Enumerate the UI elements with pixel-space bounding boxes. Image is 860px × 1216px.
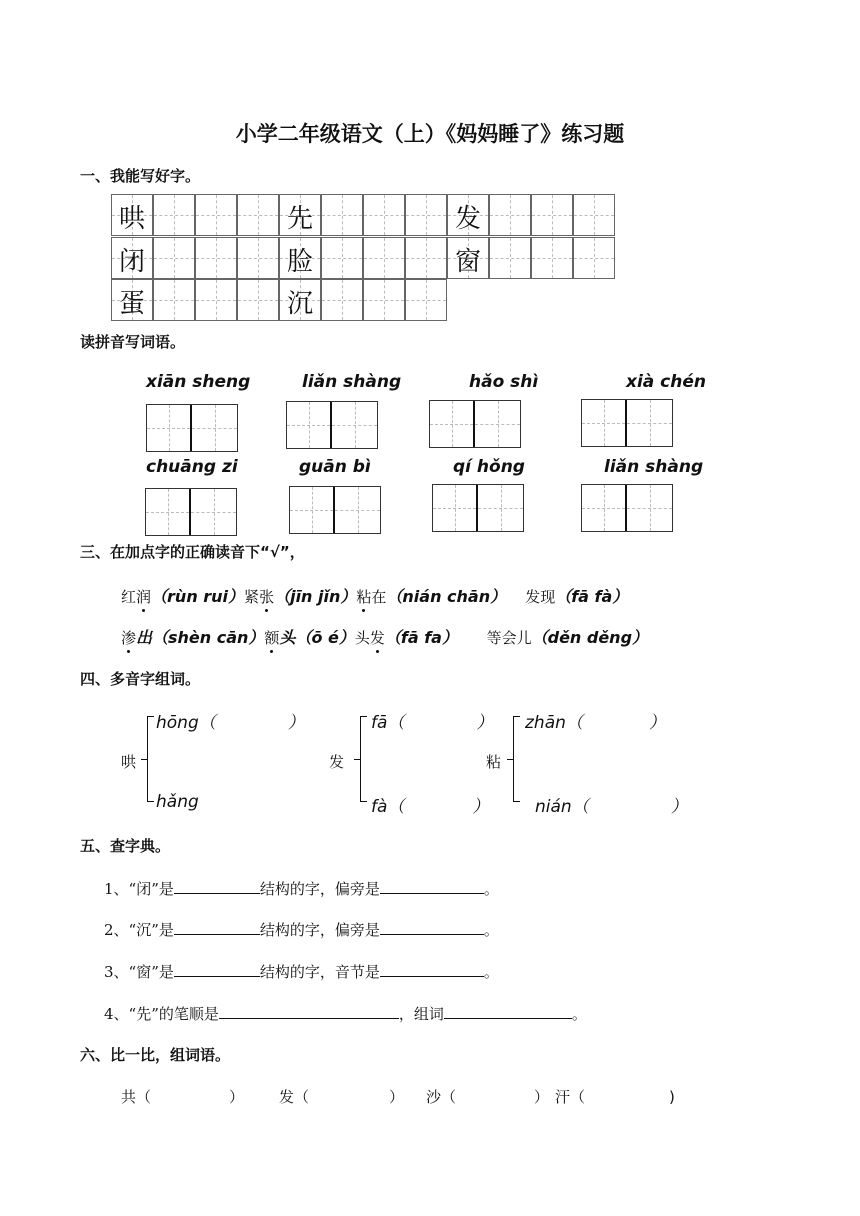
section-1-heading: 一、我能写好字。 — [80, 167, 201, 185]
polyphone-reading: nián（ ） — [535, 797, 688, 817]
polyphone-reading: fà（ ） — [371, 797, 490, 817]
polyphone-reading: hǎng — [156, 792, 199, 812]
brace — [360, 716, 361, 802]
section-3-heading: 三、在加点字的正确读音下“√”， — [80, 543, 305, 561]
compare-item: 汗（ ) — [555, 1088, 675, 1106]
practice-cell[interactable] — [321, 237, 363, 279]
compare-item: 沙（ ） — [426, 1088, 550, 1106]
practice-cell[interactable] — [321, 279, 363, 321]
model-character-cell — [111, 194, 153, 236]
model-character-cell — [279, 279, 321, 321]
answer-box[interactable] — [145, 488, 237, 536]
practice-cell[interactable] — [531, 237, 573, 279]
practice-cell[interactable] — [531, 194, 573, 236]
pinyin-word: liǎn shàng — [302, 372, 402, 392]
section-6-heading: 六、比一比，组词语。 — [80, 1046, 231, 1064]
polyphone-char: 发 — [329, 753, 345, 771]
pronunciation-line-1: 红润（rùn rui）紧张（jīn jǐn）粘在（nián chān） 发现（fā fà） — [121, 587, 629, 606]
model-character: 窗 — [454, 247, 481, 277]
practice-cell[interactable] — [237, 279, 279, 321]
answer-box[interactable] — [289, 486, 381, 534]
dictionary-item: 3、“窗”是 结构的字，音节是 。 — [104, 960, 499, 982]
model-character: 闭 — [118, 247, 145, 277]
answer-box[interactable] — [146, 404, 238, 452]
pinyin-word: guān bì — [299, 457, 371, 477]
pinyin-word: xiān sheng — [146, 372, 251, 392]
pinyin-word: qí hǒng — [453, 457, 525, 477]
practice-cell[interactable] — [363, 194, 405, 236]
practice-cell[interactable] — [489, 237, 531, 279]
section-4-heading: 四、多音字组词。 — [80, 670, 201, 688]
practice-cell[interactable] — [405, 194, 447, 236]
practice-cell[interactable] — [363, 237, 405, 279]
practice-cell[interactable] — [195, 237, 237, 279]
pronunciation-line-2: 渗出（shèn cān）额头（ō é）头发（fā fa） 等会儿（děn děng） — [121, 628, 649, 647]
pinyin-word: hǎo shì — [469, 372, 539, 392]
model-character: 发 — [454, 204, 481, 234]
model-character: 先 — [286, 204, 313, 234]
model-character-cell — [279, 194, 321, 236]
answer-box[interactable] — [581, 399, 673, 447]
pinyin-word: xià chén — [626, 372, 706, 392]
model-character: 沉 — [286, 289, 313, 319]
polyphone-reading: hōng（ ） — [156, 713, 305, 733]
dictionary-item: 2、“沉”是 结构的字，偏旁是 。 — [104, 918, 499, 940]
polyphone-reading: zhān（ ） — [525, 713, 666, 733]
polyphone-char: 粘 — [486, 753, 502, 771]
answer-box[interactable] — [286, 401, 378, 449]
practice-cell[interactable] — [405, 237, 447, 279]
practice-cell[interactable] — [195, 279, 237, 321]
model-character-cell — [111, 237, 153, 279]
practice-cell[interactable] — [363, 279, 405, 321]
pinyin-word: chuāng zi — [146, 457, 238, 477]
brace — [513, 716, 514, 802]
answer-box[interactable] — [429, 400, 521, 448]
practice-cell[interactable] — [321, 194, 363, 236]
section-2-heading: 读拼音写词语。 — [80, 333, 186, 351]
practice-cell[interactable] — [405, 279, 447, 321]
page-title: 小学二年级语文（上）《妈妈睡了》练习题 — [235, 122, 625, 146]
polyphone-reading: fā（ ） — [371, 713, 494, 733]
pinyin-word: liǎn shàng — [604, 457, 704, 477]
answer-box[interactable] — [581, 484, 673, 532]
polyphone-char: 哄 — [121, 753, 137, 771]
practice-cell[interactable] — [153, 237, 195, 279]
practice-cell[interactable] — [573, 237, 615, 279]
practice-cell[interactable] — [489, 194, 531, 236]
compare-item: 发（ ） — [279, 1088, 405, 1106]
model-character-cell — [447, 194, 489, 236]
practice-cell[interactable] — [237, 237, 279, 279]
practice-cell[interactable] — [237, 194, 279, 236]
model-character: 哄 — [118, 204, 145, 234]
model-character: 脸 — [286, 247, 313, 277]
answer-box[interactable] — [432, 484, 524, 532]
model-character-cell — [447, 237, 489, 279]
model-character: 蛋 — [118, 289, 145, 319]
dictionary-item: 4、“先”的笔顺是 ，组词 。 — [104, 1002, 587, 1024]
practice-cell[interactable] — [153, 194, 195, 236]
practice-cell[interactable] — [153, 279, 195, 321]
brace — [147, 716, 148, 802]
section-5-heading: 五、查字典。 — [80, 837, 171, 855]
practice-cell[interactable] — [573, 194, 615, 236]
practice-cell[interactable] — [195, 194, 237, 236]
dictionary-item: 1、“闭”是 结构的字，偏旁是 。 — [104, 877, 499, 899]
model-character-cell — [111, 279, 153, 321]
model-character-cell — [279, 237, 321, 279]
compare-item: 共（ ） — [121, 1088, 245, 1106]
